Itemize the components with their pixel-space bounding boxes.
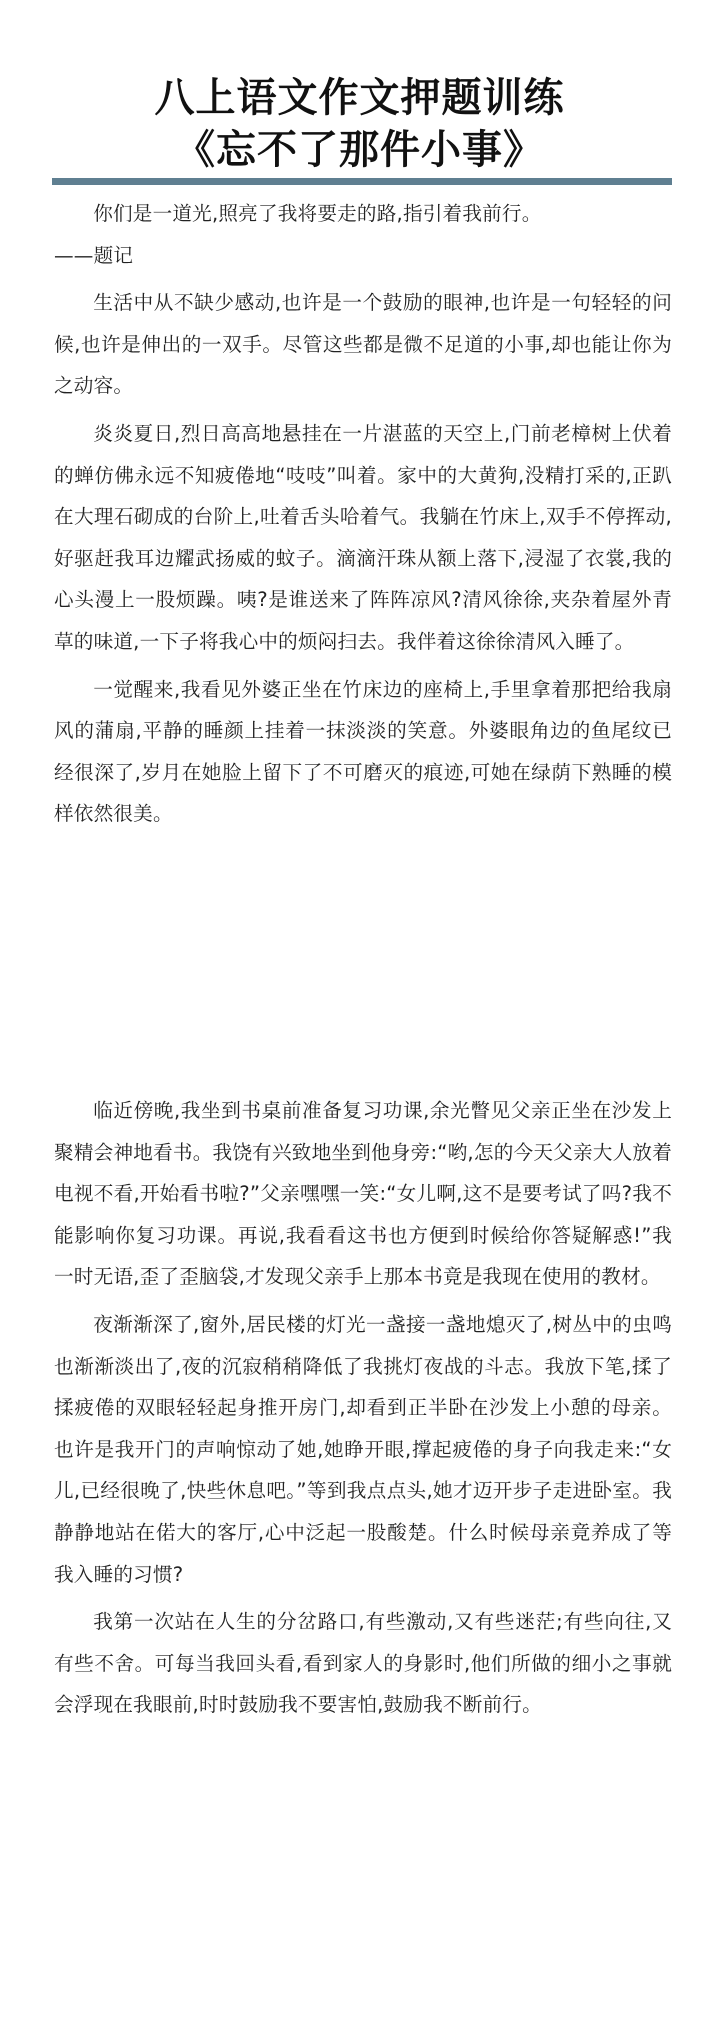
title-block <box>0 72 719 176</box>
epigraph-label: ——题记 <box>54 243 134 267</box>
article-section-1 <box>54 193 672 835</box>
paragraph: 炎炎夏日,烈日高高地悬挂在一片湛蓝的天空上,门前老樟树上伏着的蝉仿佛永远不知疲倦地“吱吱”叫着。家中的大黄狗,没精打采的,正趴在大理石砌成的台阶上,吐着舌头哈着气。我躺在竹床上,双手不停挥动,好驱赶我耳边耀武扬威的蚊子。滴滴汗珠从额上落下,浸湿了衣裳,我的心头漫上一股烦躁。咦?是谁送来了阵阵凉风?清风徐徐,夹杂着屋外青草的味道,一下子将我心中的烦闷扫去。我伴着这徐徐清风入睡了。 <box>54 421 672 653</box>
article-section-2 <box>54 1090 672 1726</box>
paragraph: 我第一次站在人生的分岔路口,有些激动,又有些迷茫;有些向往,又有些不舍。可每当我回头看,看到家人的身影时,他们所做的细小之事就会浮现在我眼前,时时鼓励我不要害怕,鼓励我不断前行。 <box>54 1610 672 1717</box>
epigraph: 你们是一道光,照亮了我将要走的路,指引着我前行。 <box>93 202 542 225</box>
title-divider <box>52 178 672 185</box>
title-line-2: 《忘不了那件小事》 <box>175 127 544 173</box>
paragraph: 一觉醒来,我看见外婆正坐在竹床边的座椅上,手里拿着那把给我扇风的蒲扇,平静的睡颜上挂着一抹淡淡的笑意。外婆眼角边的鱼尾纹已经很深了,岁月在她脸上留下了不可磨灭的痕迹,可她在绿荫下熟睡的模样依然很美。 <box>54 677 672 826</box>
paragraph: 生活中从不缺少感动,也许是一个鼓励的眼神,也许是一句轻轻的问候,也许是伸出的一双手。尽管这些都是微不足道的小事,却也能让你为之动容。 <box>54 291 672 398</box>
title-line-1: 八上语文作文押题训练 <box>154 75 565 121</box>
paragraph: 临近傍晚,我坐到书桌前准备复习功课,余光瞥见父亲正坐在沙发上聚精会神地看书。我饶有兴致地坐到他身旁:“哟,怎的今天父亲大人放着电视不看,开始看书啦?”父亲嘿嘿一笑:“女儿啊,这不是要考试了吗?我不能影响你复习功课。再说,我看看这书也方便到时候给你答疑解惑!”我一时无语,歪了歪脑袋,才发现父亲手上那本书竟是我现在使用的教材。 <box>54 1099 672 1289</box>
paragraph: 夜渐渐深了,窗外,居民楼的灯光一盏接一盏地熄灭了,树丛中的虫鸣也渐渐淡出了,夜的沉寂稍稍降低了我挑灯夜战的斗志。我放下笔,揉了揉疲倦的双眼轻轻起身推开房门,却看到正半卧在沙发上小憩的母亲。也许是我开门的声响惊动了她,她睁开眼,撑起疲倦的身子向我走来:“女儿,已经很晚了,快些休息吧。”等到我点点头,她才迈开步子走进卧室。我静静地站在偌大的客厅,心中泛起一股酸楚。什么时候母亲竟养成了等我入睡的习惯? <box>54 1312 672 1586</box>
